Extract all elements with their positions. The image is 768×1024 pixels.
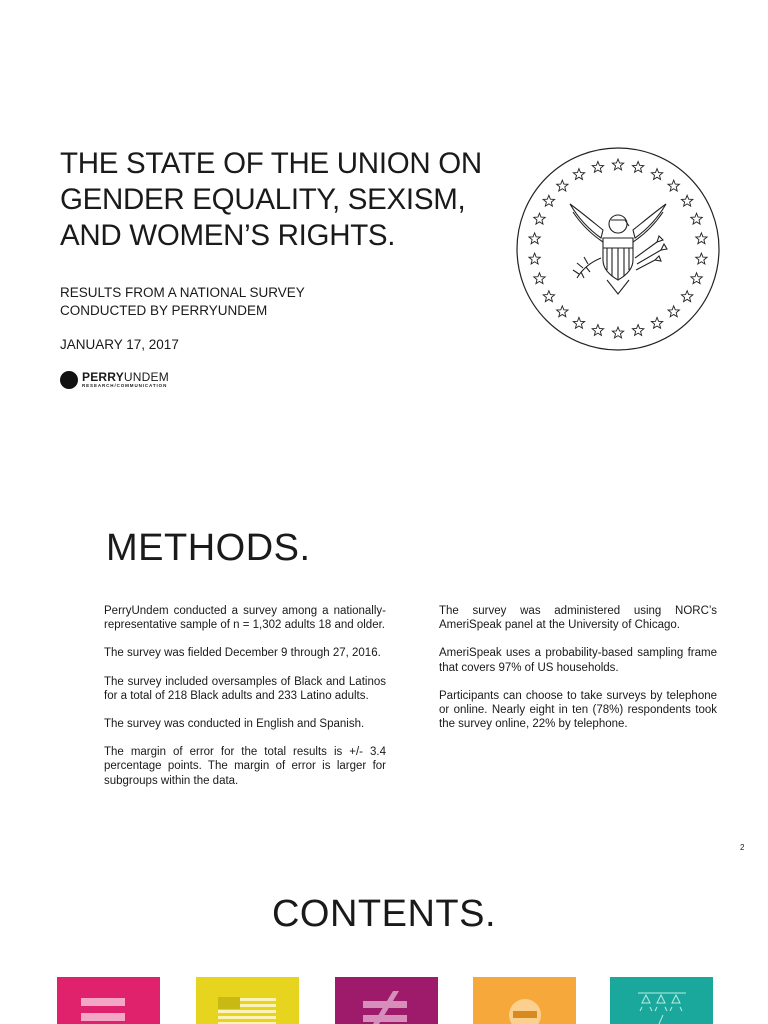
methods-paragraph: The survey was conducted in English and Spanish. <box>104 718 365 731</box>
seal-star <box>592 161 603 172</box>
seal-star <box>696 253 707 264</box>
contents-heading: CONTENTS. <box>271 893 497 935</box>
title-line: GENDER EQUALITY, SEXISM, <box>60 183 466 216</box>
contents-tile-rockets[interactable] <box>610 977 713 1024</box>
title-line: AND WOMEN’S RIGHTS. <box>60 219 396 252</box>
methods-heading: METHODS. <box>106 527 311 569</box>
seal-star <box>573 317 584 328</box>
title-line: THE STATE OF THE UNION ON <box>60 147 482 180</box>
seal-star <box>543 195 554 206</box>
seal-star <box>557 180 568 191</box>
seal-star <box>573 169 584 180</box>
seal-star <box>612 159 623 170</box>
seal-star <box>534 213 545 224</box>
seal-star <box>651 317 662 328</box>
rockets-icon <box>610 977 713 1024</box>
report-title <box>60 146 500 254</box>
methods-paragraph: AmeriSpeak uses a probability-based sampling frame that covers 97% of US households. <box>439 647 717 674</box>
seal-star <box>696 233 707 244</box>
flag-icon <box>196 977 299 1024</box>
seal-star <box>632 325 643 336</box>
logo-name: PERRYUNDEM <box>82 370 169 384</box>
seal-star <box>681 291 692 302</box>
methods-paragraph: The survey included oversamples of Black and Latinos for a total of 218 Black adults and 233 Latino adults. <box>104 675 386 702</box>
minus-circle-icon <box>473 977 576 1024</box>
seal-star <box>529 233 540 244</box>
seal-star <box>668 180 679 191</box>
seal-star <box>681 195 692 206</box>
seal-star <box>543 291 554 302</box>
methods-paragraph: The survey was administered using NORC’s AmeriSpeak panel at the University of Chicago. <box>439 605 717 632</box>
methods-paragraph: The margin of error for the total results is +/- 3.4 percentage points. The margin of error is larger for subgroups within the data. <box>104 746 386 787</box>
seal-star <box>691 273 702 284</box>
seal-star <box>668 306 679 317</box>
contents-tile-flag[interactable] <box>196 977 299 1024</box>
methods-right-column <box>439 604 717 745</box>
methods-paragraph: Participants can choose to take surveys by telephone or online. Nearly eight in ten (78%) respondents took the survey online, 22% by telephone. <box>439 689 717 731</box>
report-subtitle <box>60 284 305 319</box>
seal-star <box>691 213 702 224</box>
methods-paragraph: The survey was fielded December 9 through 27, 2016. <box>104 647 381 660</box>
seal-star <box>529 253 540 264</box>
page-number: 2 <box>740 843 745 852</box>
logo-tagline: RESEARCH/COMMUNICATION <box>82 383 168 388</box>
seal-star <box>592 325 603 336</box>
methods-paragraph: PerryUndem conducted a survey among a nationally-representative sample of n = 1,302 adults 18 and older. <box>104 605 386 632</box>
logo-mark-icon <box>60 371 78 389</box>
eagle-seal-icon <box>515 146 721 352</box>
methods-left-column <box>104 604 386 802</box>
seal-star <box>557 306 568 317</box>
not-equal-icon <box>335 977 438 1024</box>
contents-tile-equality[interactable] <box>57 977 160 1024</box>
report-date: JANUARY 17, 2017 <box>60 337 179 352</box>
seal-star <box>612 327 623 338</box>
seal-star <box>651 169 662 180</box>
contents-tile-not-equal[interactable] <box>335 977 438 1024</box>
subtitle-line: CONDUCTED BY PERRYUNDEM <box>60 302 268 318</box>
seal-star <box>632 161 643 172</box>
contents-tile-minus[interactable] <box>473 977 576 1024</box>
seal-star <box>534 273 545 284</box>
subtitle-line: RESULTS FROM A NATIONAL SURVEY <box>60 285 305 300</box>
perryundem-logo <box>60 371 169 389</box>
equals-icon <box>57 977 160 1024</box>
